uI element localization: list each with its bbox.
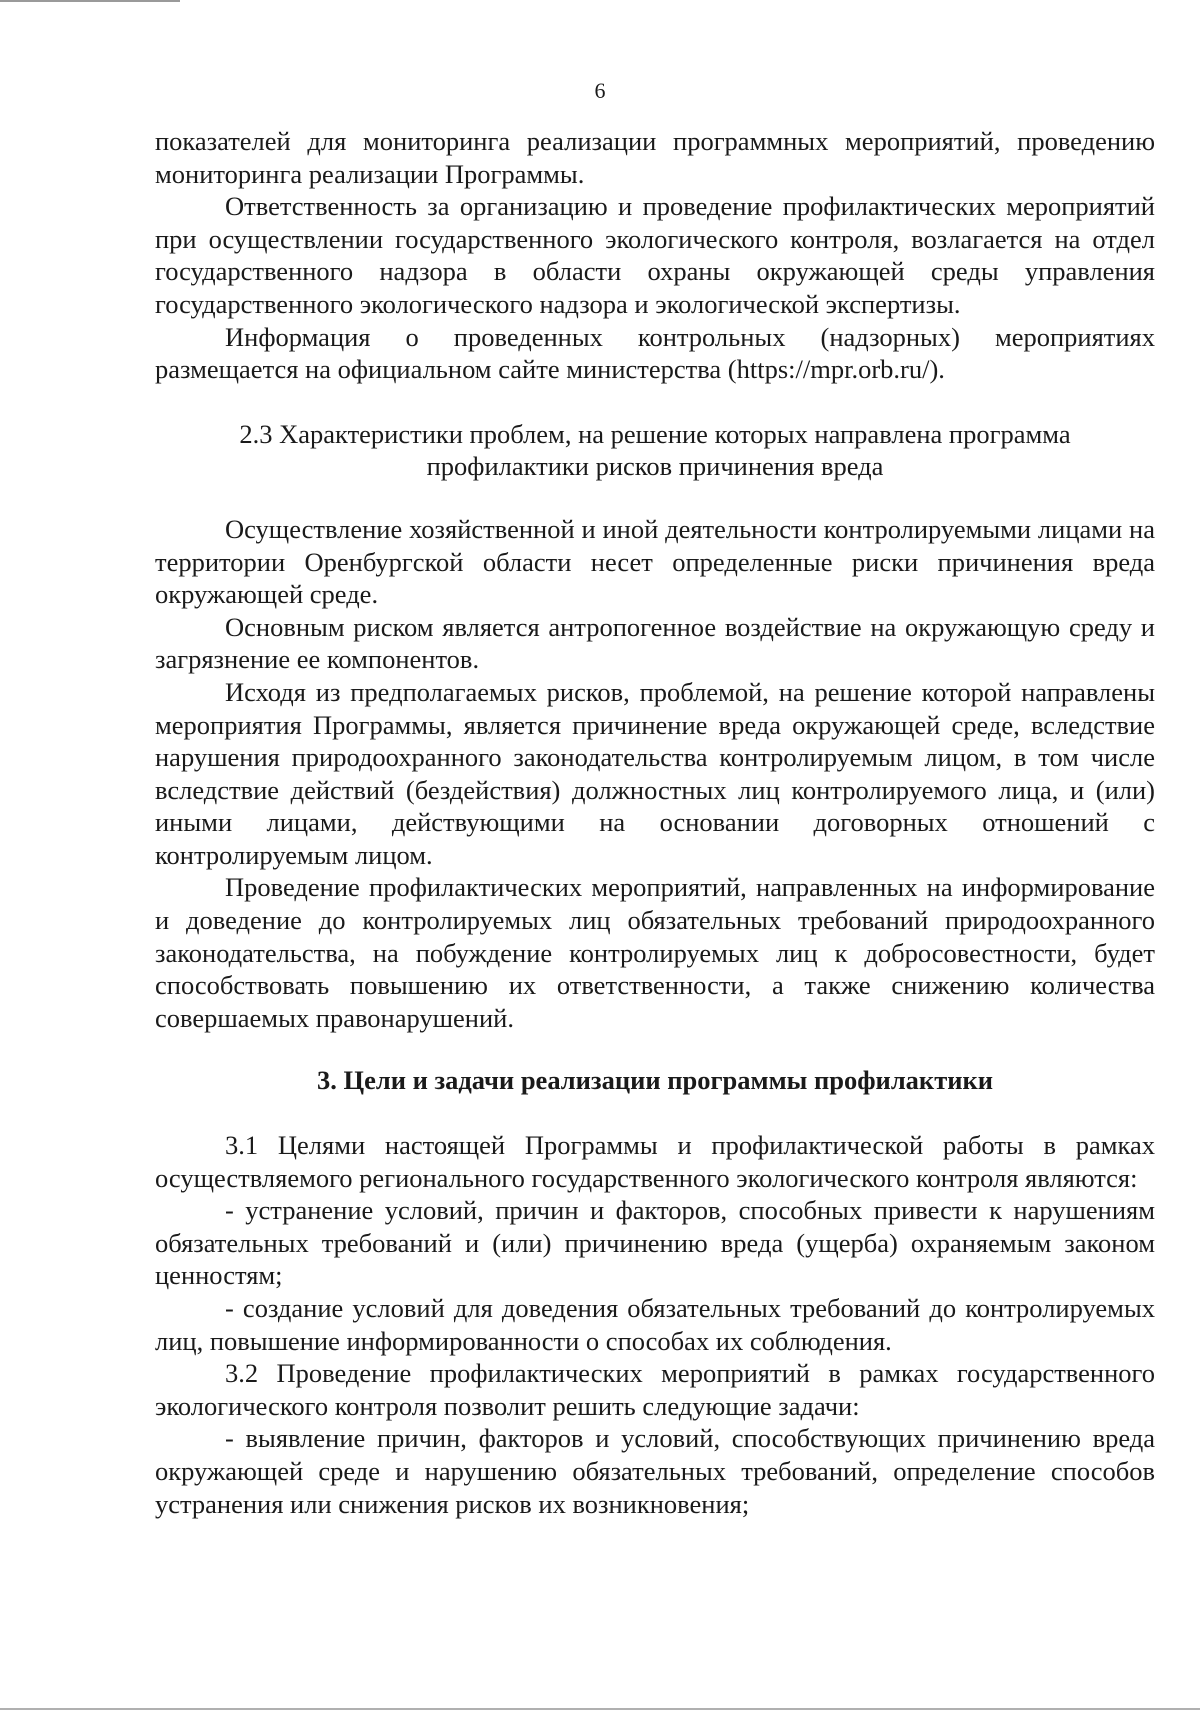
paragraph-problem: Исходя из предполагаемых рисков, проблемой, на решение которой направлены мероприятия Программы, является причинение вреда окружающей среде, вследствие нарушения природоохранного законодательства контролируемым лицом, в том числе вследствие действий (бездействия) должностных лиц контролируемого лица, и (или) иными лицами, действующими на основании договорных отношений с контролируемым лицом. (155, 676, 1155, 870)
document-body (155, 125, 1155, 1520)
paragraph-continuation: показателей для мониторинга реализации программных мероприятий, проведению мониторинга реализации Программы. (155, 126, 1155, 189)
scan-edge-bottom (0, 1708, 1200, 1710)
paragraph-responsibility: Ответственность за организацию и проведение профилактических мероприятий при осуществлении государственного экологического контроля, возлагается на отдел государственного надзора в области охраны окружающей среды управления государственного экологического надзора и экологической экспертизы. (155, 191, 1155, 319)
list-item-goal-2: - создание условий для доведения обязательных требований до контролируемых лиц, повышение информированности о способах их соблюдения. (155, 1293, 1155, 1356)
list-item-task-1: - выявление причин, факторов и условий, способствующих причинению вреда окружающей среде и нарушению обязательных требований, определение способов устранения или снижения рисков их возникновения; (155, 1423, 1155, 1519)
paragraph-main-risk: Основным риском является антропогенное воздействие на окружающую среду и загрязнение ее компонентов. (155, 611, 1155, 675)
paragraph-prevention-measures: Проведение профилактических мероприятий, направленных на информирование и доведение до контролируемых лиц обязательных требований природоохранного законодательства, на побуждение контролируемых лиц к добросовестности, будет способствовать повышению их ответственности, а также снижению количества совершаемых правонарушений. (155, 872, 1155, 1033)
paragraph-activity-risks: Осуществление хозяйственной и иной деятельности контролируемыми лицами на территории Оренбургской области несет определенные риски причинения вреда окружающей среде. (155, 513, 1155, 610)
section-heading-3: 3. Цели и задачи реализации программы профилактики (316, 1065, 994, 1096)
scan-edge-top (0, 0, 180, 2)
paragraph-tasks-intro: 3.2 Проведение профилактических мероприятий в рамках государственного экологического контроля позволит решить следующие задачи: (155, 1358, 1155, 1421)
paragraph-information: Информация о проведенных контрольных (надзорных) мероприятиях размещается на официальном сайте министерства (https://mpr.orb.ru/). (155, 321, 1155, 385)
page-number: 6 (594, 78, 606, 103)
list-item-goal-1: - устранение условий, причин и факторов, способных привести к нарушениям обязательных требований и (или) причинению вреда (ущерба) охраняемым законом ценностям; (155, 1195, 1155, 1291)
paragraph-goals-intro: 3.1 Целями настоящей Программы и профилактической работы в рамках осуществляемого регионального государственного экологического контроля являются: (155, 1130, 1155, 1193)
subsection-heading-2-3: 2.3 Характеристики проблем, на решение которых направлена программа профилактики рисков причинения вреда (239, 418, 1071, 482)
